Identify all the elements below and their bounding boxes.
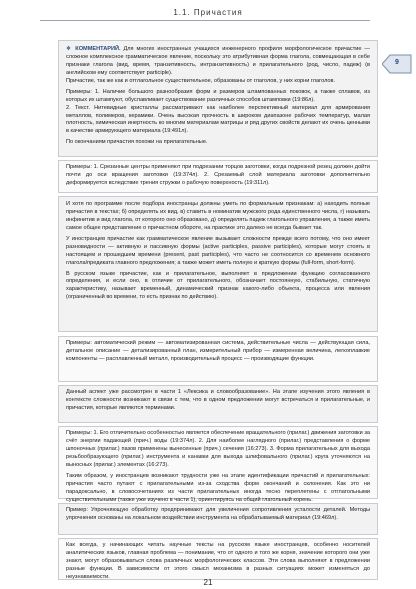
theory-paragraph-2: У иностранцев причастие как грамматическое явление вызывает сложности прежде всего потому, что оно имеет разновидности — активную и пассивную формы (active participles, passive participles), которые могут стоять в настоящем и прошедшем времени (present, past participles), что часто не соотносится со временем основного глагола/предиката главного предложения; а также может иметь полную и краткую формы (full-form, short-form). [66, 235, 370, 266]
page-number: 21 [203, 578, 213, 587]
comment-paragraph-2: Причастие, так же как и отглагольное существительное, образованы от глаголов, у них корни глаголов. [66, 77, 336, 84]
difficulty-paragraph: Таким образом, у иностранцев возникают трудности уже на этапе идентификации причастий и прилагательных: причастия часто путают с прилагательными из-за сходства форм окончаний и склонения. Как это ни парадоксально, в словосочетаниях из части прилагательных иногда тесно переплетены с отглагольными существительными (также уже изучено в части 1), ориентируясь на общий глагольный корень. [66, 472, 370, 503]
conclusion-block [58, 538, 378, 580]
example-block-4 [58, 503, 378, 535]
theory-block [58, 196, 378, 332]
examples-text-2: Примеры: автоматический режим — автоматизированная система, действительные числа — действующая сила, детальное описание — детализированный план, измерительный прибор — измеренная величина, легкоплавкие компоненты — расплавленный металл, производительный процесс — производящие функции. [66, 340, 370, 362]
running-header: 1.1. Причастия [173, 8, 243, 17]
example-text-4: Пример: Упрочняющую обработку предпринимают для увеличения сопротивления усталости деталей. Методы упрочнения основаны на локальном воздействии инструмента на обрабатываемый материал (19:469л). [66, 507, 370, 521]
comment-example-2: 2. Текст. Нитевидные кристаллы рассматривают как наиболее перспективный материал для армирования металлов, полимеров, керамики. Очень высокая прочность в широком диапазоне рабочих температур, малая плотность, химическая инертность ко многим материалам матрицы и ряд других свойств делают их очень ценными в качестве армирующего материала (19:491л). [66, 104, 370, 135]
examples-text-3: Примеры: 1. Его отличительно особенностью является обеспечение вращательного (прилаг.) движения заготовки за счёт энергии падающей (прич.) воды (19:374л). 2. Для наиболее наглядного (прилаг.) представления о форме шпоночных (прилаг.) пазов применены вынесенные (прич.) сечения (16:273). 3. Форма прилагательных для выхода резьбообразующего (прилаг.) инструмента и канавки для выхода шлифовального (прилаг.) круга уточняются на выносных (прилаг.) элементах (16:273). [66, 430, 370, 468]
comment-intro [66, 46, 370, 78]
chapter-tab-number: 9 [395, 59, 399, 66]
header-divider [40, 20, 370, 21]
conclusion-text: Как всегда, у начинающих читать научные тексты на русском языке иностранцев, особенно носителей аналитических языков, главная проблема — понимание, что от одного и того же корня, значение которого они уже знают, могут образовываться слова различных морфологических классов. Эти слова выполняют в предложении разные функции. В зависимости от этого смысл механизма в разных ситуациях может изменяться до неузнаваемости. [66, 542, 370, 580]
examples-text-1: Примеры: 1. Срезанные центры применяют при подрезании торцов заготовки, когда подрезной резец должен дойти почти до оси вращения заготовки (19:374л). 2. Срезаемый слой материала заготовки дополнительно деформируется вследствие трения стружки о рабочую поверхность (19:311л). [66, 164, 370, 186]
aspect-block [58, 385, 378, 423]
comment-paragraph-3: По окончаниям причастия похожи на прилагательные. [66, 139, 208, 146]
theory-paragraph-1: И хотя по программе после подбора иностранцы должны уметь по формальным признакам: а) находить полные причастия в текстах; б) определять их вид, в) ставить в номинатив мужского рода единственного числа, г) называть инфинитив и вид глагола, от которого оно образовано, д) определять падеж глагольного управления, а также иметь самое общее представление о причастном обороте, на практике это далеко не всегда бывает так. [66, 201, 370, 231]
comment-paragraph-1: Для многих иностранных учащихся инженерного профиля морфологическое причастие — сложное комплексное грамматическое явление, поскольку это атрибутивная форма глагола, совмещающая в себе признаки глагола (вид, время, транзитивность, интранзитивность) и прилагательного (род, число, падеж) (в английском ему соответствует participle). [66, 46, 370, 76]
aspect-text: Данный аспект уже рассмотрен в части 1 «Лексика и словообразование». На этапе изучения этого явления в контексте сложности возникают в связи с тем, что в одном предложении могут встречаться и прилагательные, и причастия, которые являются терминами. [66, 389, 370, 411]
diamond-icon: ❖ [66, 46, 73, 52]
comment-block [58, 40, 378, 157]
comment-label: КОММЕНТАРИЙ. [75, 46, 121, 52]
comment-example-1: Примеры: 1. Наличие большого разнообразия форм и размеров штампованных поковок, а также сплавов, из которых их штампуют, обуславливает существование различных способов штамповки (19:86л). [66, 88, 370, 103]
examples-block-3 [58, 426, 378, 503]
chapter-tab [382, 54, 412, 74]
examples-block-2 [58, 336, 378, 382]
theory-paragraph-3: В русском языке причастие, как и прилагательное, выполняет в предложении функцию согласованного определения, и если оно, в отличие от прилагательного, обозначает постоянную, стабильную, статичную характеристику, называет временный, динамический признак какого-либо объекта, процесса или явления (ограниченный во времени, то есть признак по действию). [66, 270, 370, 301]
examples-block-1 [58, 160, 378, 193]
